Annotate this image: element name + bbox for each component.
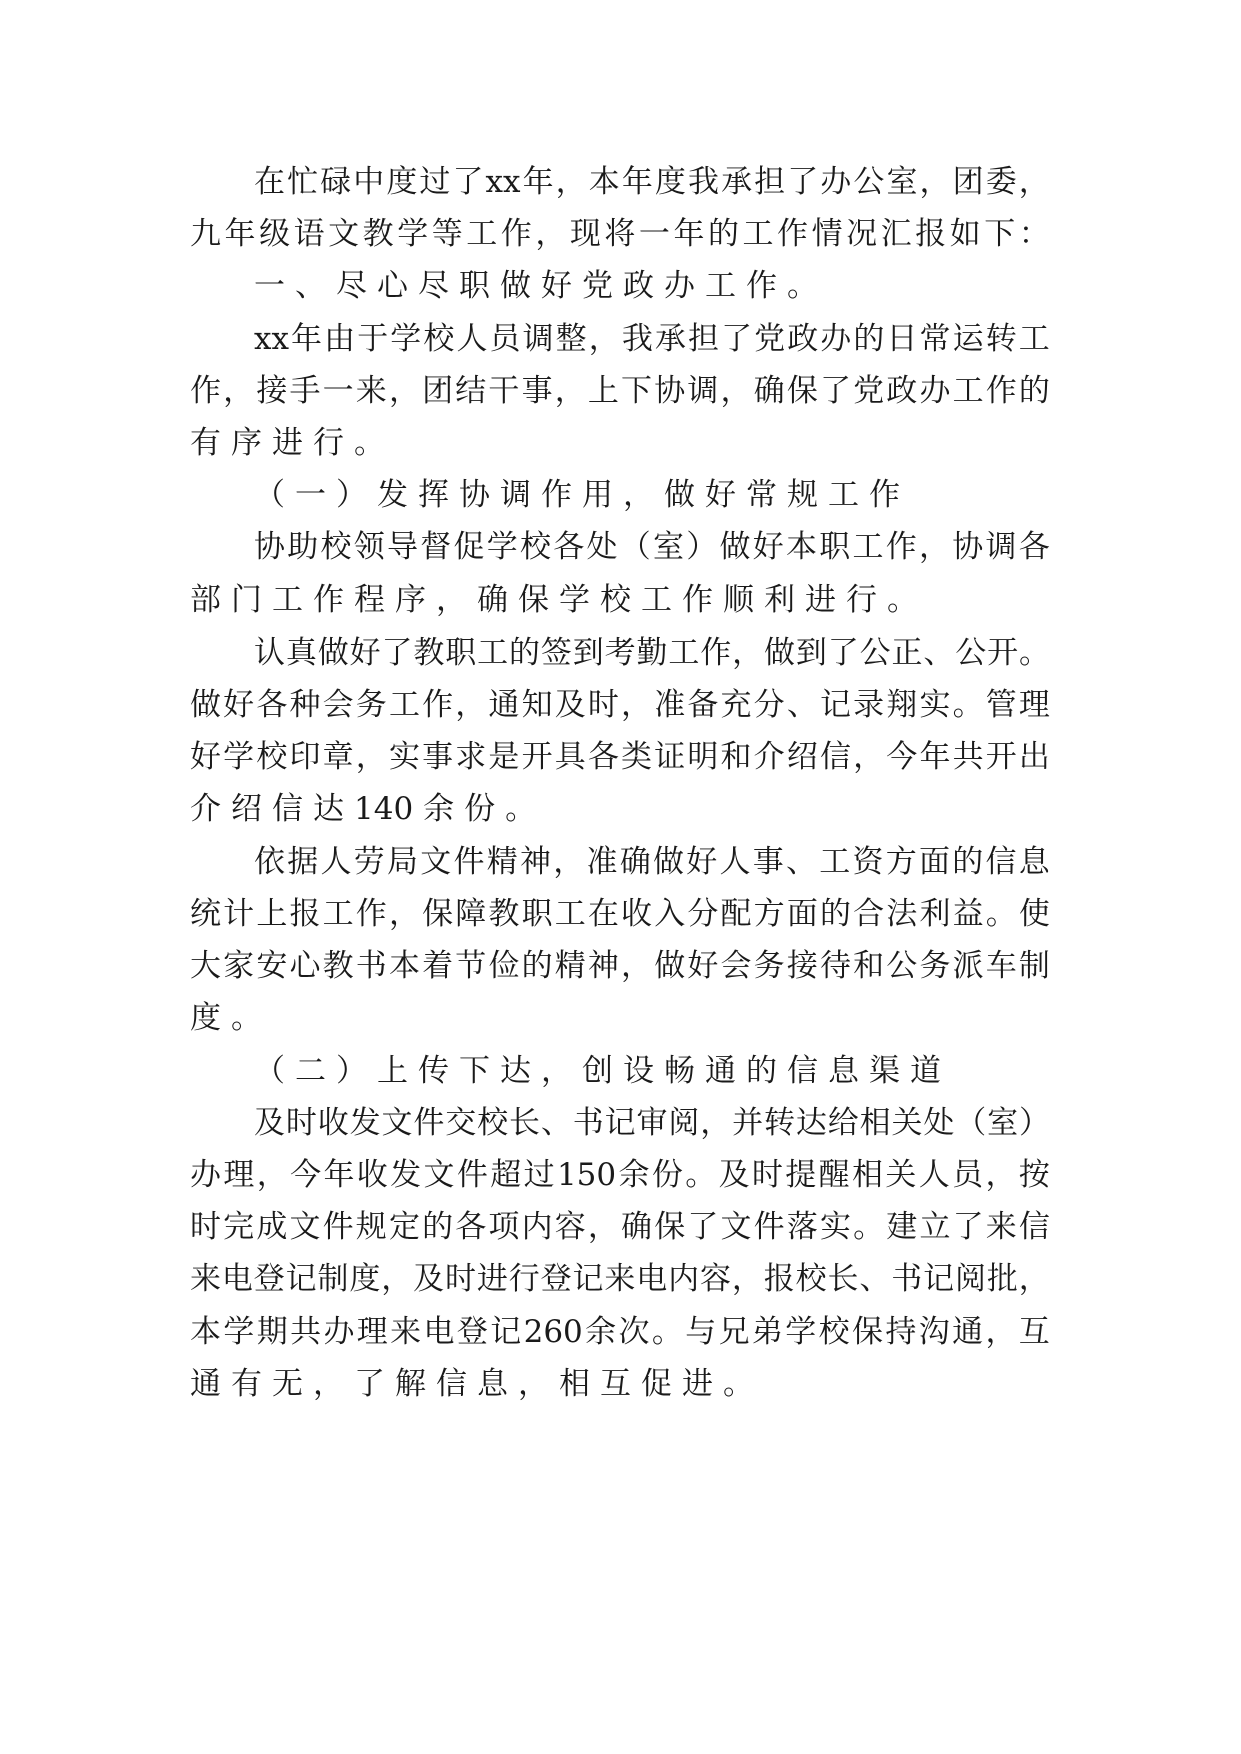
text-line: 及 时 收 发 文 件 交 校 长 、 书 记 审 阅 ， 并 转 达 给 相 关 处 （ 室 ） — [254, 1105, 1050, 1141]
text-line: 度 。 — [190, 1000, 262, 1036]
text-line: 在 忙 碌 中 度 过 了 xx 年 ， 本 年 度 我 承 担 了 办 公 室 ， 团 委 ， — [254, 164, 1050, 200]
text-line: 作 ， 接 手 一 来 ， 团 结 干 事 ， 上 下 协 调 ， 确 保 了 党 政 办 工 作 的 — [190, 373, 1050, 409]
text-line: （ 一 ） 发 挥 协 调 作 用 ， 做 好 常 规 工 作 — [254, 477, 900, 513]
document-page — [190, 160, 1050, 1580]
text-line: 来 电 登 记 制 度 ， 及 时 进 行 登 记 来 电 内 容 ， 报 校 长 、 书 记 阅 批 ， — [190, 1261, 1050, 1297]
text-line: 一 、 尽 心 尽 职 做 好 党 政 办 工 作 。 — [254, 268, 818, 304]
text-line: 有 序 进 行 。 — [190, 425, 385, 461]
text-line: 本 学 期 共 办 理 来 电 登 记 260 余 次 。 与 兄 弟 学 校 保 持 沟 通 ， 互 — [190, 1314, 1050, 1350]
text-line: 办 理 ， 今 年 收 发 文 件 超 过 150 余 份 。 及 时 提 醒 相 关 人 员 ， 按 — [190, 1157, 1050, 1193]
text-line: 好 学 校 印 章 ， 实 事 求 是 开 具 各 类 证 明 和 介 绍 信 ， 今 年 共 开 出 — [190, 739, 1050, 775]
text-line: 统 计 上 报 工 作 ， 保 障 教 职 工 在 收 入 分 配 方 面 的 合 法 利 益 。 使 — [190, 896, 1050, 932]
text-line: 依 据 人 劳 局 文 件 精 神 ， 准 确 做 好 人 事 、 工 资 方 面 的 信 息 — [254, 844, 1050, 880]
text-line: 大 家 安 心 教 书 本 着 节 俭 的 精 神 ， 做 好 会 务 接 待 和 公 务 派 车 制 — [190, 948, 1050, 984]
text-line: 协 助 校 领 导 督 促 学 校 各 处 （ 室 ） 做 好 本 职 工 作 ， 协 调 各 — [254, 529, 1050, 565]
text-line: 时 完 成 文 件 规 定 的 各 项 内 容 ， 确 保 了 文 件 落 实 。 建 立 了 来 信 — [190, 1209, 1050, 1245]
text-line: 通 有 无 ， 了 解 信 息 ， 相 互 促 进 。 — [190, 1366, 754, 1402]
text-line: 介 绍 信 达 140 余 份 。 — [190, 791, 537, 827]
text-line: 九 年 级 语 文 教 学 等 工 作 ， 现 将 一 年 的 工 作 情 况 汇 报 如 下 ： — [190, 216, 1050, 252]
text-line: 部 门 工 作 程 序 ， 确 保 学 校 工 作 顺 利 进 行 。 — [190, 582, 918, 618]
text-line: xx 年 由 于 学 校 人 员 调 整 ， 我 承 担 了 党 政 办 的 日 常 运 转 工 — [254, 321, 1050, 357]
text-line: （ 二 ） 上 传 下 达 ， 创 设 畅 通 的 信 息 渠 道 — [254, 1053, 941, 1089]
text-line: 认 真 做 好 了 教 职 工 的 签 到 考 勤 工 作 ， 做 到 了 公 正 、 公 开 。 — [254, 635, 1050, 671]
text-line: 做 好 各 种 会 务 工 作 ， 通 知 及 时 ， 准 备 充 分 、 记 录 翔 实 。 管 理 — [190, 687, 1050, 723]
